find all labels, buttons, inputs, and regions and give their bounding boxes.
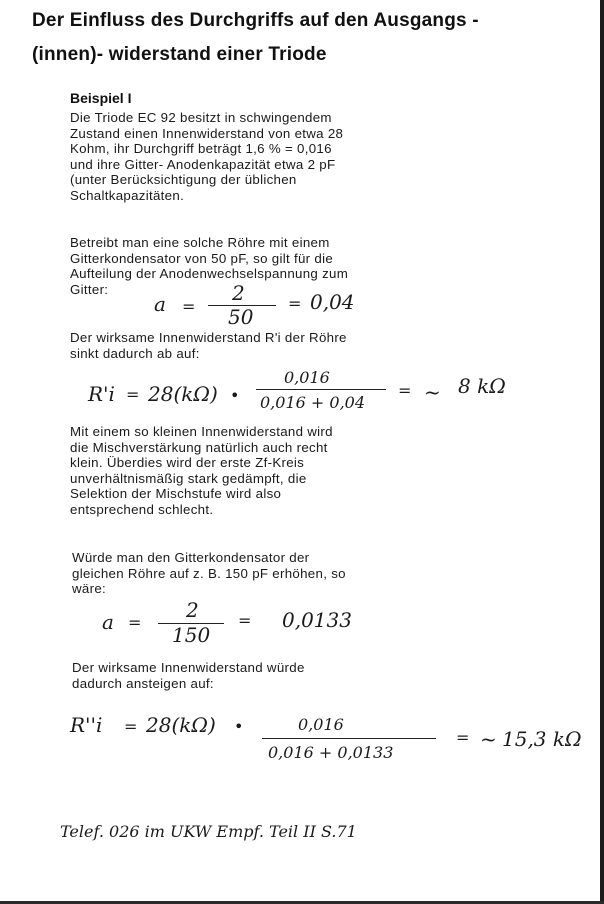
text-line: Aufteilung der Anodenwechselspannung zum (70, 266, 349, 282)
text-line: klein. Überdies wird der erste Zf-Kreis (70, 455, 305, 471)
paragraph-resistance-increase (72, 660, 305, 691)
text-line: Würde man den Gitterkondensator der (72, 550, 310, 565)
text-line: die Mischverstärkung natürlich auch recht (70, 439, 328, 455)
fraction-numerator: 2 (232, 281, 245, 305)
fraction-denominator: 150 (172, 623, 211, 647)
formula-dot: • (230, 386, 240, 405)
scan-edge-right (600, 0, 604, 904)
fraction-numerator: 2 (186, 598, 199, 622)
formula-result: 0,04 (310, 290, 355, 314)
formula-lhs: a (154, 292, 166, 316)
text-line: (unter Berücksichtigung der üblichen (70, 172, 297, 188)
text-line: Gitterkondensator von 50 pF, so gilt für die (70, 250, 334, 266)
formula-equals: = (288, 294, 302, 313)
fraction-denominator: 0,016 + 0,0133 (268, 743, 394, 762)
handwritten-reference-note: Telef. 026 im UKW Empf. Teil II S.71 (60, 822, 357, 841)
text-line: Selektion der Mischstufe wird also (70, 486, 282, 502)
formula-dot: • (234, 717, 244, 736)
formula-lhs: R'i (88, 382, 115, 406)
text-line: gleichen Röhre auf z. B. 150 pF erhöhen, so (72, 565, 346, 581)
text-line: Der wirksame Innenwiderstand würde (72, 660, 305, 675)
text-line: entsprechend schlecht. (70, 501, 214, 517)
formula-lhs: R''i (70, 713, 103, 737)
text-line: Gitter: (70, 281, 109, 297)
paragraph-increase-capacitor (72, 550, 346, 597)
title-line-2: (innen)- widerstand einer Triode (32, 44, 327, 65)
paragraph-intro (70, 110, 343, 204)
fraction-denominator: 50 (228, 305, 254, 329)
title-line-1: Der Einfluss des Durchgriffs auf den Ausgangs - (32, 10, 479, 31)
formula-result: 15,3 kΩ (502, 727, 582, 751)
formula-approx: ~ (480, 727, 497, 751)
formula-lhs: a (102, 610, 114, 634)
formula-factor: 28(kΩ) (148, 382, 218, 406)
formula-result: 0,0133 (282, 608, 352, 632)
paragraph-grid-capacitor (70, 235, 348, 297)
formula-equals: = (456, 728, 470, 747)
text-line: unverhältnismäßig stark gedämpft, die (70, 470, 307, 486)
formula-equals: = (128, 613, 142, 632)
formula-equals: = (398, 381, 412, 400)
paragraph-effective-resistance (70, 330, 347, 361)
example-heading: Beispiel I (70, 90, 132, 106)
text-line: und ihre Gitter- Anodenkapazität etwa 2 pF (70, 156, 336, 172)
text-line: sinkt dadurch ab auf: (70, 345, 200, 361)
text-line: Der wirksame Innenwiderstand R'i der Röhre (70, 330, 347, 345)
text-line: Mit einem so kleinen Innenwiderstand wird (70, 424, 333, 439)
text-line: dadurch ansteigen auf: (72, 675, 214, 691)
formula-equals: = (182, 297, 196, 316)
formula-equals: = (124, 717, 138, 736)
text-line: Die Triode EC 92 besitzt in schwingendem (70, 110, 332, 125)
formula-factor: 28(kΩ) (146, 713, 216, 737)
text-line: Kohm, ihr Durchgriff beträgt 1,6 % = 0,016 (70, 141, 332, 157)
fraction-numerator: 0,016 (284, 368, 330, 387)
formula-equals: = (126, 385, 140, 404)
formula-result: 8 kΩ (458, 374, 506, 398)
fraction-denominator: 0,016 + 0,04 (260, 393, 366, 412)
fraction-bar (262, 738, 436, 739)
text-line: Betreibt man eine solche Röhre mit einem (70, 235, 330, 250)
formula-approx: ~ (424, 380, 441, 404)
page-title (32, 4, 592, 72)
fraction-numerator: 0,016 (298, 715, 344, 734)
text-line: Zustand einen Innenwiderstand von etwa 28 (70, 125, 344, 141)
fraction-bar (256, 389, 386, 390)
text-line: wäre: (72, 581, 107, 597)
text-line: Schaltkapazitäten. (70, 187, 185, 203)
formula-equals: = (238, 611, 252, 630)
paragraph-consequence (70, 424, 333, 518)
